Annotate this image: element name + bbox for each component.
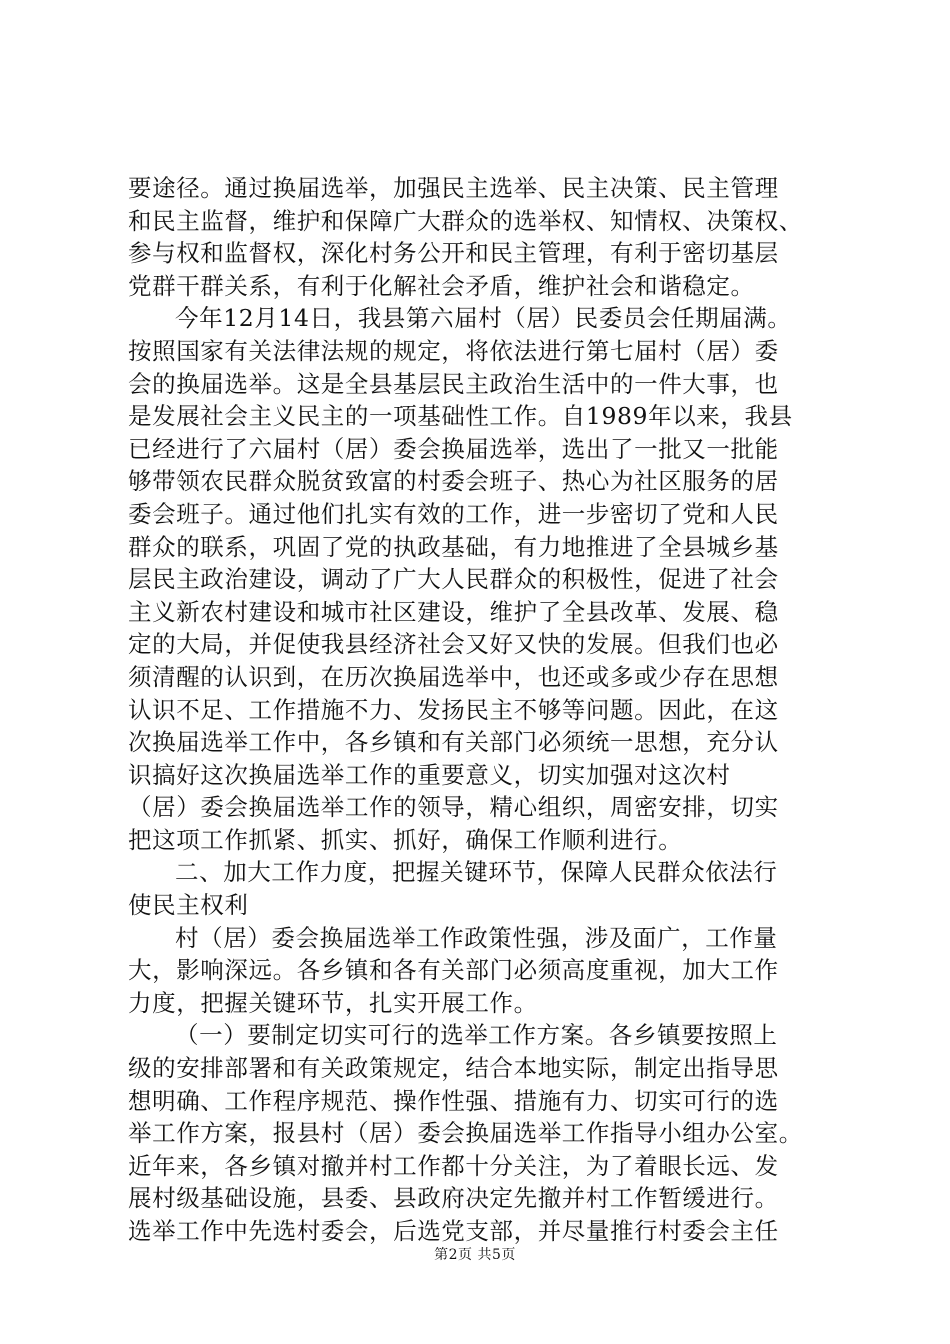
text-line: 已经进行了六届村（居）委会换届选举，选出了一批又一批能 <box>128 434 779 463</box>
text-line: 层民主政治建设，调动了广大人民群众的积极性，促进了社会 <box>128 565 779 594</box>
text-line: 群众的联系，巩固了党的执政基础，有力地推进了全县城乡基 <box>128 532 779 561</box>
text-line: 主义新农村建设和城市社区建设，维护了全县改革、发展、稳 <box>128 597 779 626</box>
body-text <box>128 172 842 1248</box>
text-line: 识搞好这次换届选举工作的重要意义，切实加强对这次村 <box>128 760 731 789</box>
section-heading-continuation: 使民主权利 <box>128 891 249 920</box>
page-footer: 第2页 共5页 <box>434 1247 516 1263</box>
section-heading: 二、加大工作力度，把握关键环节，保障人民群众依法行 <box>175 858 778 887</box>
text-line: 委会班子。通过他们扎实有效的工作，进一步密切了党和人民 <box>128 499 779 528</box>
text-line: 参与权和监督权，深化村务公开和民主管理，有利于密切基层 <box>128 239 779 268</box>
text-line: 要途径。通过换届选举，加强民主选举、民主决策、民主管理 <box>128 174 779 202</box>
text-line: 是发展社会主义民主的一项基础性工作。自1989年以来，我县 <box>128 402 793 431</box>
text-line: 选举工作中先选村委会，后选党支部，并尽量推行村委会主任 <box>128 1217 779 1245</box>
text-line: 级的安排部署和有关政策规定，结合本地实际，制定出指导思 <box>128 1054 779 1083</box>
subsection-first-line: （一）要制定切实可行的选举工作方案。各乡镇要按照上 <box>175 1021 778 1050</box>
text-line: 定的大局，并促使我县经济社会又好又快的发展。但我们也必 <box>128 630 779 659</box>
text-line: 把这项工作抓紧、抓实、抓好，确保工作顺利进行。 <box>128 825 683 854</box>
text-line: 次换届选举工作中，各乡镇和有关部门必须统一思想，充分认 <box>128 728 779 757</box>
text-line: 须清醒的认识到，在历次换届选举中，也还或多或少存在思想 <box>128 662 779 691</box>
text-line: 力度，把握关键环节，扎实开展工作。 <box>128 988 538 1017</box>
text-line: 够带领农民群众脱贫致富的村委会班子、热心为社区服务的居 <box>128 467 779 496</box>
text-line: 近年来，各乡镇对撤并村工作都十分关注，为了着眼长远、发 <box>128 1151 779 1180</box>
text-line: 举工作方案，报县村（居）委会换届选举工作指导小组办公室。 <box>128 1119 803 1148</box>
paragraph-first-line: 今年12月14日，我县第六届村（居）民委员会任期届满。 <box>175 304 792 333</box>
paragraph-first-line: 村（居）委会换届选举工作政策性强，涉及面广，工作量 <box>175 923 778 952</box>
text-line: 想明确、工作程序规范、操作性强、措施有力、切实可行的选 <box>128 1086 779 1115</box>
text-line: 会的换届选举。这是全县基层民主政治生活中的一件大事，也 <box>128 369 779 398</box>
text-line: 党群干群关系，有利于化解社会矛盾，维护社会和谐稳定。 <box>128 271 755 300</box>
text-line: 和民主监督，维护和保障广大群众的选举权、知情权、决策权、 <box>128 206 803 235</box>
text-line: 大，影响深远。各乡镇和各有关部门必须高度重视，加大工作 <box>128 956 779 985</box>
text-line: （居）委会换届选举工作的领导，精心组织，周密安排，切实 <box>128 793 779 822</box>
text-line: 按照国家有关法律法规的规定，将依法进行第七届村（居）委 <box>128 336 779 365</box>
text-line: 认识不足、工作措施不力、发扬民主不够等问题。因此，在这 <box>128 695 779 724</box>
text-line: 展村级基础设施，县委、县政府决定先撤并村工作暂缓进行。 <box>128 1184 779 1213</box>
